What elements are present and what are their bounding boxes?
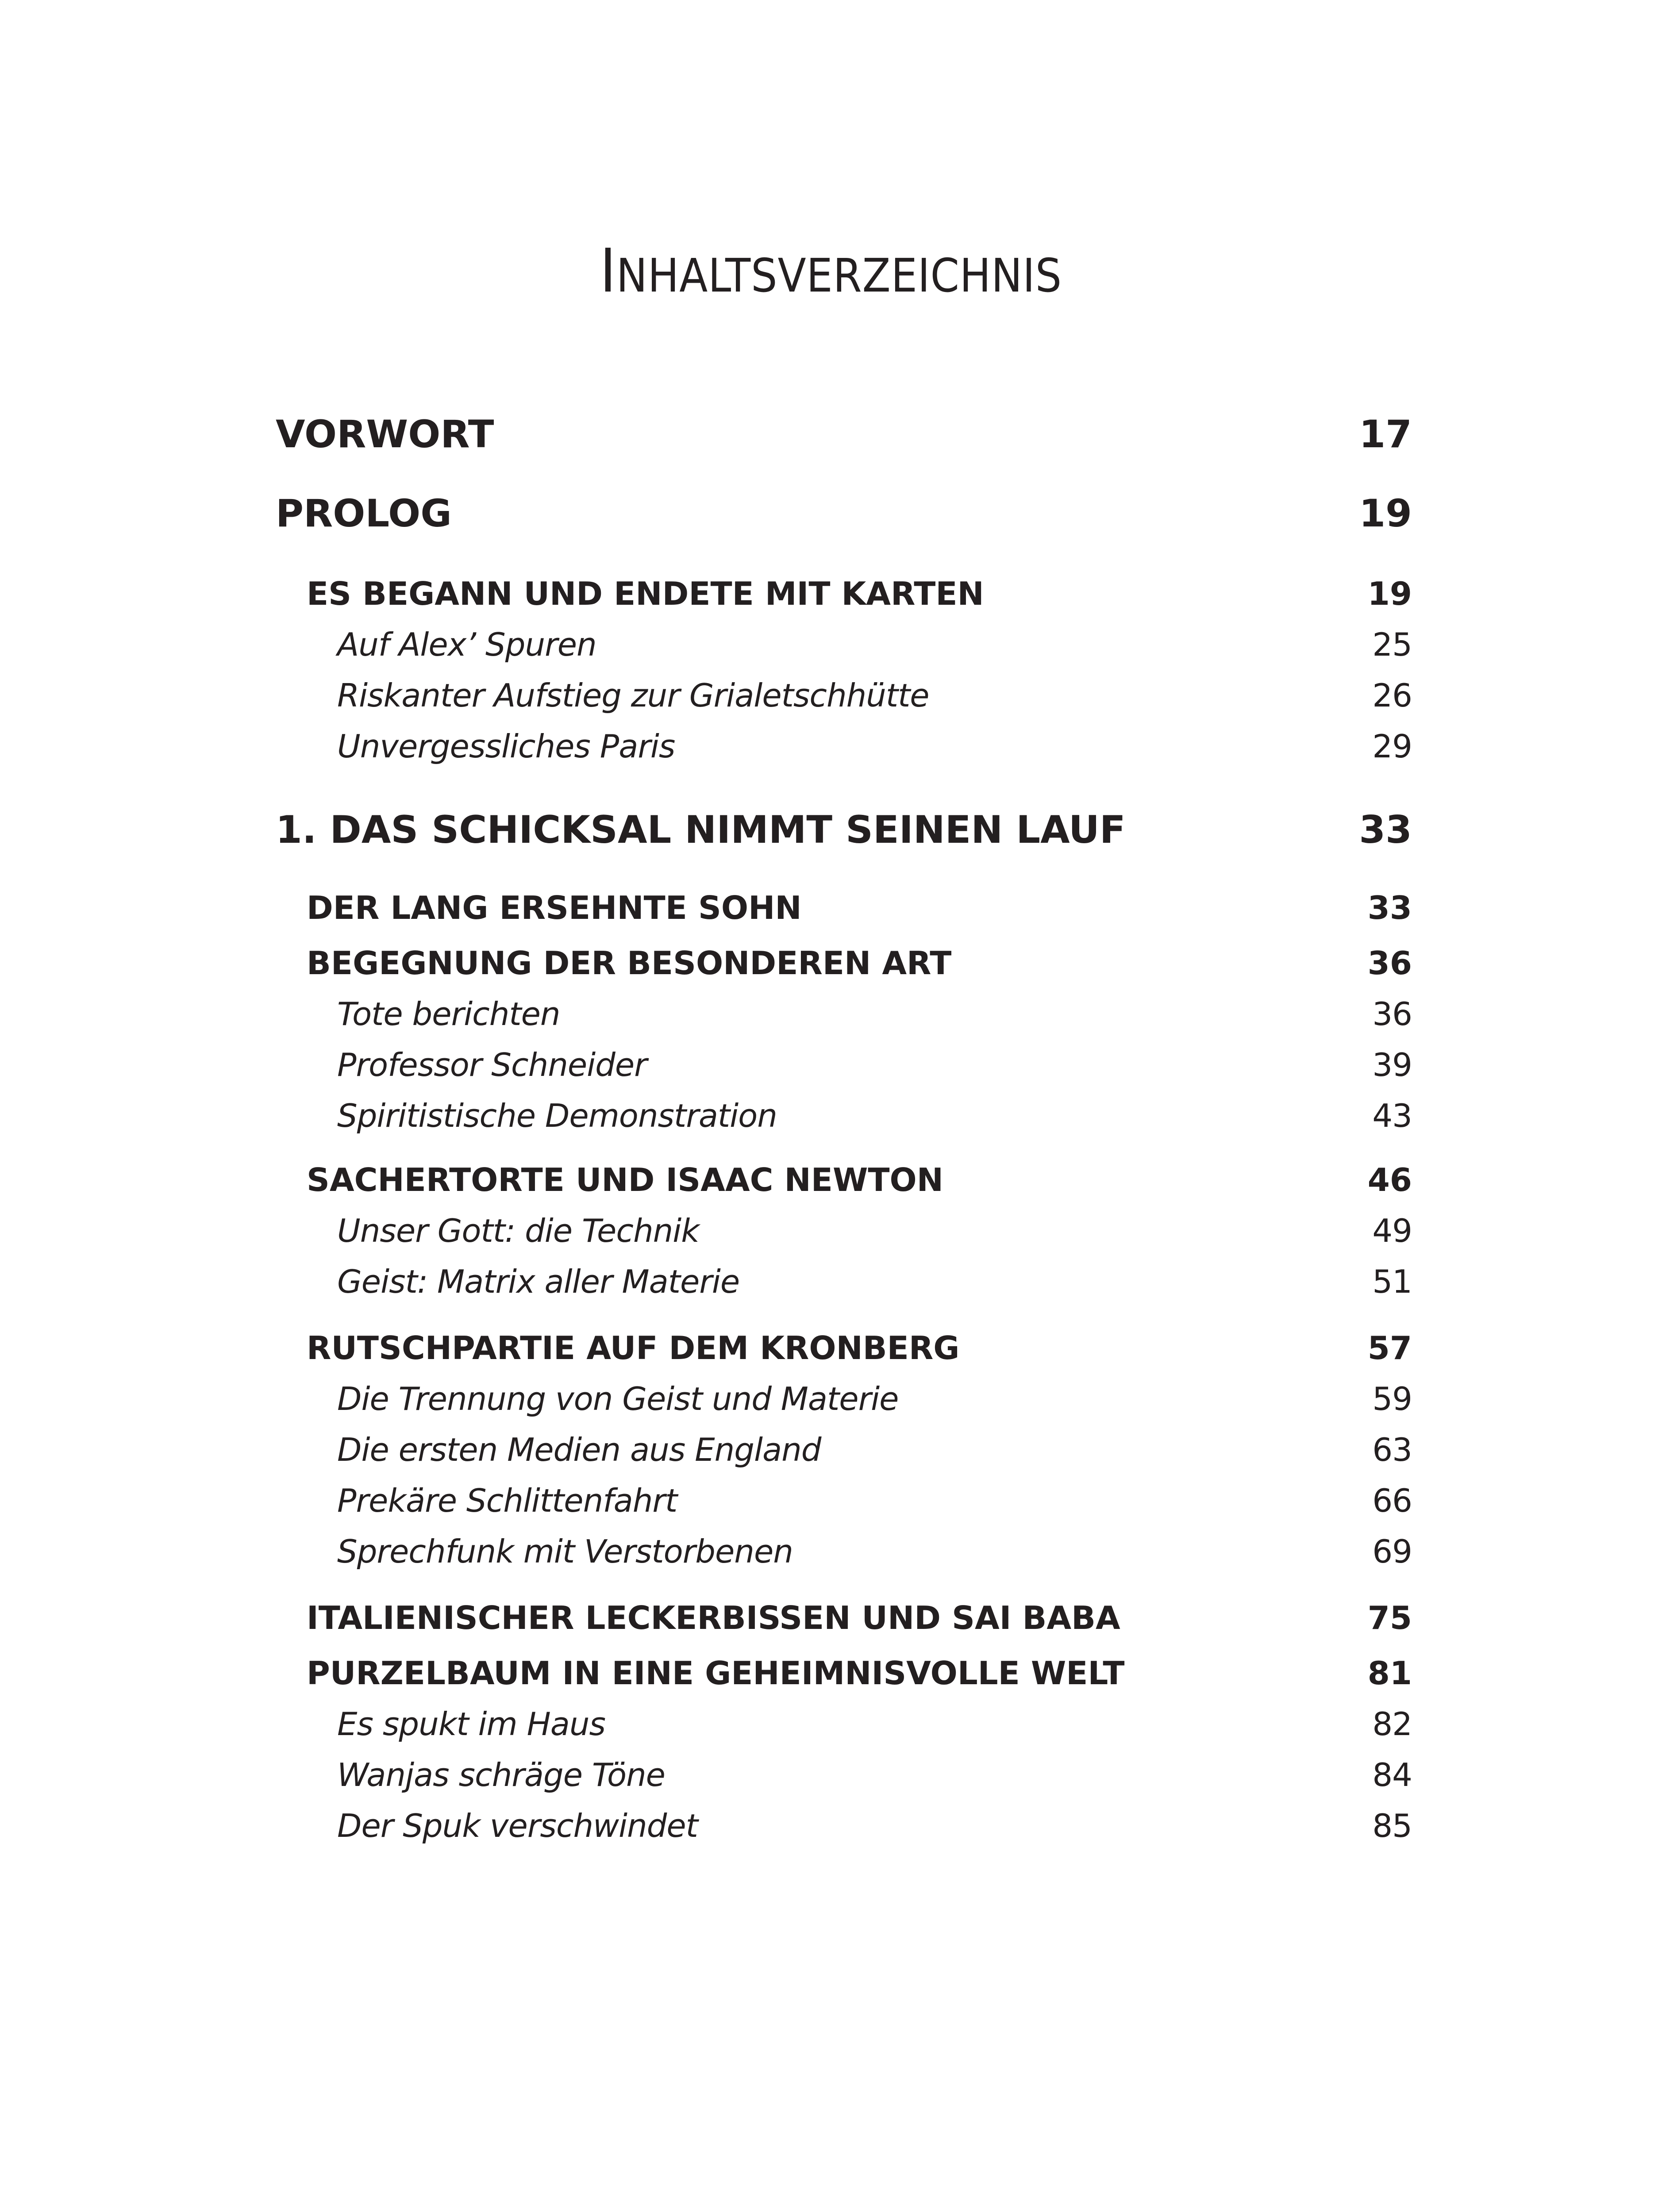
toc-page-number: 33 xyxy=(1367,889,1412,926)
title-rest: NHALTSVERZEICHNIS xyxy=(616,249,1062,303)
toc-page-number: 49 xyxy=(1372,1212,1412,1249)
toc-page-number: 33 xyxy=(1359,808,1412,852)
toc-subsection xyxy=(337,728,1412,765)
toc-entry-label: Riskanter Aufstieg zur Grialetschhütte xyxy=(337,677,929,714)
toc-entry-label: VORWORT xyxy=(276,412,494,457)
toc-page-number: 36 xyxy=(1372,995,1412,1033)
toc-subsection xyxy=(337,1212,1412,1249)
toc-page-number: 26 xyxy=(1372,677,1412,714)
toc-entry-label: 1. DAS SCHICKSAL NIMMT SEINEN LAUF xyxy=(276,808,1126,852)
toc-subsection xyxy=(337,1482,1412,1519)
toc-subsection xyxy=(337,1756,1412,1793)
toc-entry-label: Auf Alex’ Spuren xyxy=(337,626,596,663)
toc-page-number: 46 xyxy=(1367,1161,1412,1198)
toc-entry-label: Tote berichten xyxy=(337,995,560,1033)
toc-entry-label: Professor Schneider xyxy=(337,1046,647,1083)
toc-page-number: 59 xyxy=(1372,1380,1412,1417)
toc-page-number: 43 xyxy=(1372,1097,1412,1134)
toc-entry-label: Die ersten Medien aus England xyxy=(337,1431,821,1468)
toc-entry-label: Spiritistische Demonstration xyxy=(337,1097,777,1134)
toc-subsection xyxy=(337,1263,1412,1300)
toc-page-number: 69 xyxy=(1372,1533,1412,1570)
toc-section xyxy=(307,1161,1412,1198)
toc-page-number: 36 xyxy=(1367,945,1412,982)
toc-entry-label: ITALIENISCHER LECKERBISSEN UND SAI BABA xyxy=(307,1599,1120,1636)
toc-entry-label: RUTSCHPARTIE AUF DEM KRONBERG xyxy=(307,1329,960,1367)
toc-entry-label: Die Trennung von Geist und Materie xyxy=(337,1380,899,1417)
toc-page-number: 66 xyxy=(1372,1482,1412,1519)
toc-subsection xyxy=(337,1380,1412,1417)
toc-page-number: 19 xyxy=(1359,492,1412,536)
title-initial: I xyxy=(600,236,616,306)
toc-entry-label: Unser Gott: die Technik xyxy=(337,1212,699,1249)
toc-section xyxy=(307,889,1412,926)
toc-page-number: 81 xyxy=(1367,1655,1412,1692)
toc-subsection xyxy=(337,1097,1412,1134)
toc-page-number: 51 xyxy=(1372,1263,1412,1300)
toc-page-number: 17 xyxy=(1359,412,1412,457)
toc-entry-label: PROLOG xyxy=(276,492,452,536)
toc-page-number: 85 xyxy=(1372,1807,1412,1844)
toc-entry-label: Geist: Matrix aller Materie xyxy=(337,1263,740,1300)
toc-subsection xyxy=(337,626,1412,663)
toc-subsection xyxy=(337,677,1412,714)
toc-page-number: 82 xyxy=(1372,1705,1412,1743)
toc-entry-label: PURZELBAUM IN EINE GEHEIMNISVOLLE WELT xyxy=(307,1655,1125,1692)
toc-subsection xyxy=(337,1533,1412,1570)
toc-section xyxy=(307,575,1412,612)
toc-section xyxy=(307,1329,1412,1367)
toc-subsection xyxy=(337,1807,1412,1844)
toc-section xyxy=(307,1599,1412,1636)
toc-entry-label: SACHERTORTE UND ISAAC NEWTON xyxy=(307,1161,943,1198)
toc-subsection xyxy=(337,1705,1412,1743)
toc-page-number: 29 xyxy=(1372,728,1412,765)
toc-entry-label: Wanjas schräge Töne xyxy=(337,1756,665,1793)
toc-chapter xyxy=(276,808,1412,852)
toc-chapter xyxy=(276,492,1412,536)
toc-entry-label: Unvergessliches Paris xyxy=(337,728,675,765)
toc-page-number: 19 xyxy=(1367,575,1412,612)
toc-subsection xyxy=(337,1046,1412,1083)
toc-entry-label: BEGEGNUNG DER BESONDEREN ART xyxy=(307,945,952,982)
toc-subsection xyxy=(337,995,1412,1033)
toc-page-number: 63 xyxy=(1372,1431,1412,1468)
toc-section xyxy=(307,1655,1412,1692)
toc-entry-label: ES BEGANN UND ENDETE MIT KARTEN xyxy=(307,575,984,612)
toc-page-number: 39 xyxy=(1372,1046,1412,1083)
toc-section xyxy=(307,945,1412,982)
toc-chapter xyxy=(276,412,1412,457)
toc-subsection xyxy=(337,1431,1412,1468)
toc-page-number: 84 xyxy=(1372,1756,1412,1793)
toc-page-number: 25 xyxy=(1372,626,1412,663)
toc-entry-label: DER LANG ERSEHNTE SOHN xyxy=(307,889,802,926)
toc-entry-label: Prekäre Schlittenfahrt xyxy=(337,1482,677,1519)
toc-entry-label: Es spukt im Haus xyxy=(337,1705,605,1743)
toc-page-number: 75 xyxy=(1367,1599,1412,1636)
toc-entry-label: Der Spuk verschwindet xyxy=(337,1807,698,1844)
toc-entry-label: Sprechfunk mit Verstorbenen xyxy=(337,1533,793,1570)
toc-page-number: 57 xyxy=(1367,1329,1412,1367)
